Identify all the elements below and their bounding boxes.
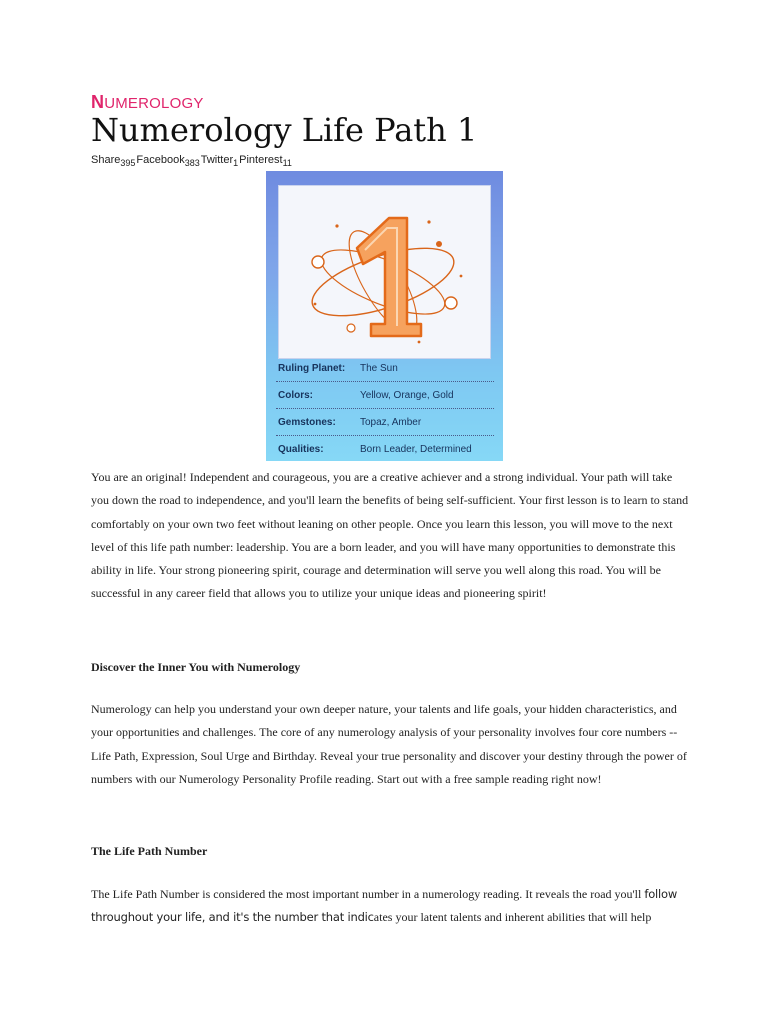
share-count: 395 xyxy=(120,158,136,168)
attribute-value: Born Leader, Determined xyxy=(360,444,472,455)
life-path-card xyxy=(266,171,503,461)
attribute-value: The Sun xyxy=(360,363,398,374)
twitter-share-button[interactable]: Twitter$_1$ xyxy=(200,154,239,168)
card-illustration xyxy=(278,185,491,359)
life-path-text-a: The Life Path Number is considered the most important number in a numerology reading. It reveals the road you'll xyxy=(91,887,645,901)
category-initial: N xyxy=(91,92,105,112)
share-button[interactable]: Share$_{395}$ xyxy=(91,154,136,168)
life-path-text-c: ates your latent talents and inherent abilities that will help xyxy=(373,910,652,925)
page-title: Numerology Life Path 1 xyxy=(91,111,478,149)
category-label[interactable] xyxy=(91,92,204,113)
life-path-paragraph xyxy=(91,883,691,930)
attribute-row-qualities xyxy=(276,436,494,462)
section-heading-inner-you: Discover the Inner You with Numerology xyxy=(91,660,301,674)
attribute-row-colors xyxy=(276,382,494,409)
numerology-paragraph: Numerology can help you understand your own deeper nature, your talents and life goals, your hidden characteristics, and your opportunities and challenges. The core of any numerology analysis of your personality involves four core numbers -- Life Path, Expression, Soul Urge and Birthday. Reveal your true personality and discover your destiny through the power of numbers with our Numerology Personality Profile reading. Start out with a free sample reading right now! xyxy=(91,702,687,786)
attribute-key: Gemstones: xyxy=(278,417,336,428)
life-path-text-b: follow throughout your life, and it's the number that indic xyxy=(91,887,678,925)
attribute-key: Colors: xyxy=(278,390,313,401)
attribute-key: Qualities: xyxy=(278,444,324,455)
attribute-value: Topaz, Amber xyxy=(360,417,422,428)
attribute-row-gemstones xyxy=(276,409,494,436)
pinterest-count: 11 xyxy=(282,158,292,168)
pinterest-share-button[interactable]: Pinterest$_{11}$ xyxy=(239,154,292,168)
attribute-key: Ruling Planet: xyxy=(278,363,346,374)
section-heading-life-path: The Life Path Number xyxy=(91,844,208,858)
share-bar xyxy=(91,154,293,166)
attributes-table xyxy=(276,355,494,462)
intro-paragraph: You are an original! Independent and courageous, you are a creative achiever and a strong individual. Your path will take you down the road to independence, and you'll learn the benefits of being self-sufficient. Your first lesson is to learn to stand comfortably on your own two feet without leaning on other people. Once you learn this lesson, you will move to the next level of this life path number: leadership. You are a born leader, and you will have many opportunities to demonstrate this ability in life. Your strong pioneering spirit, courage and determination will serve you well along this road. You will be successful in any career field that allows you to utilize your unique ideas and pioneering spirit! xyxy=(91,470,689,601)
twitter-count: 1 xyxy=(233,158,239,168)
attribute-value: Yellow, Orange, Gold xyxy=(360,390,454,401)
category-rest: UMEROLOGY xyxy=(104,95,204,112)
facebook-count: 383 xyxy=(184,158,200,168)
number-one-atom-icon xyxy=(279,186,490,358)
facebook-share-button[interactable]: Facebook$_{383}$ xyxy=(136,154,200,168)
attribute-row-ruling-planet xyxy=(276,355,494,382)
